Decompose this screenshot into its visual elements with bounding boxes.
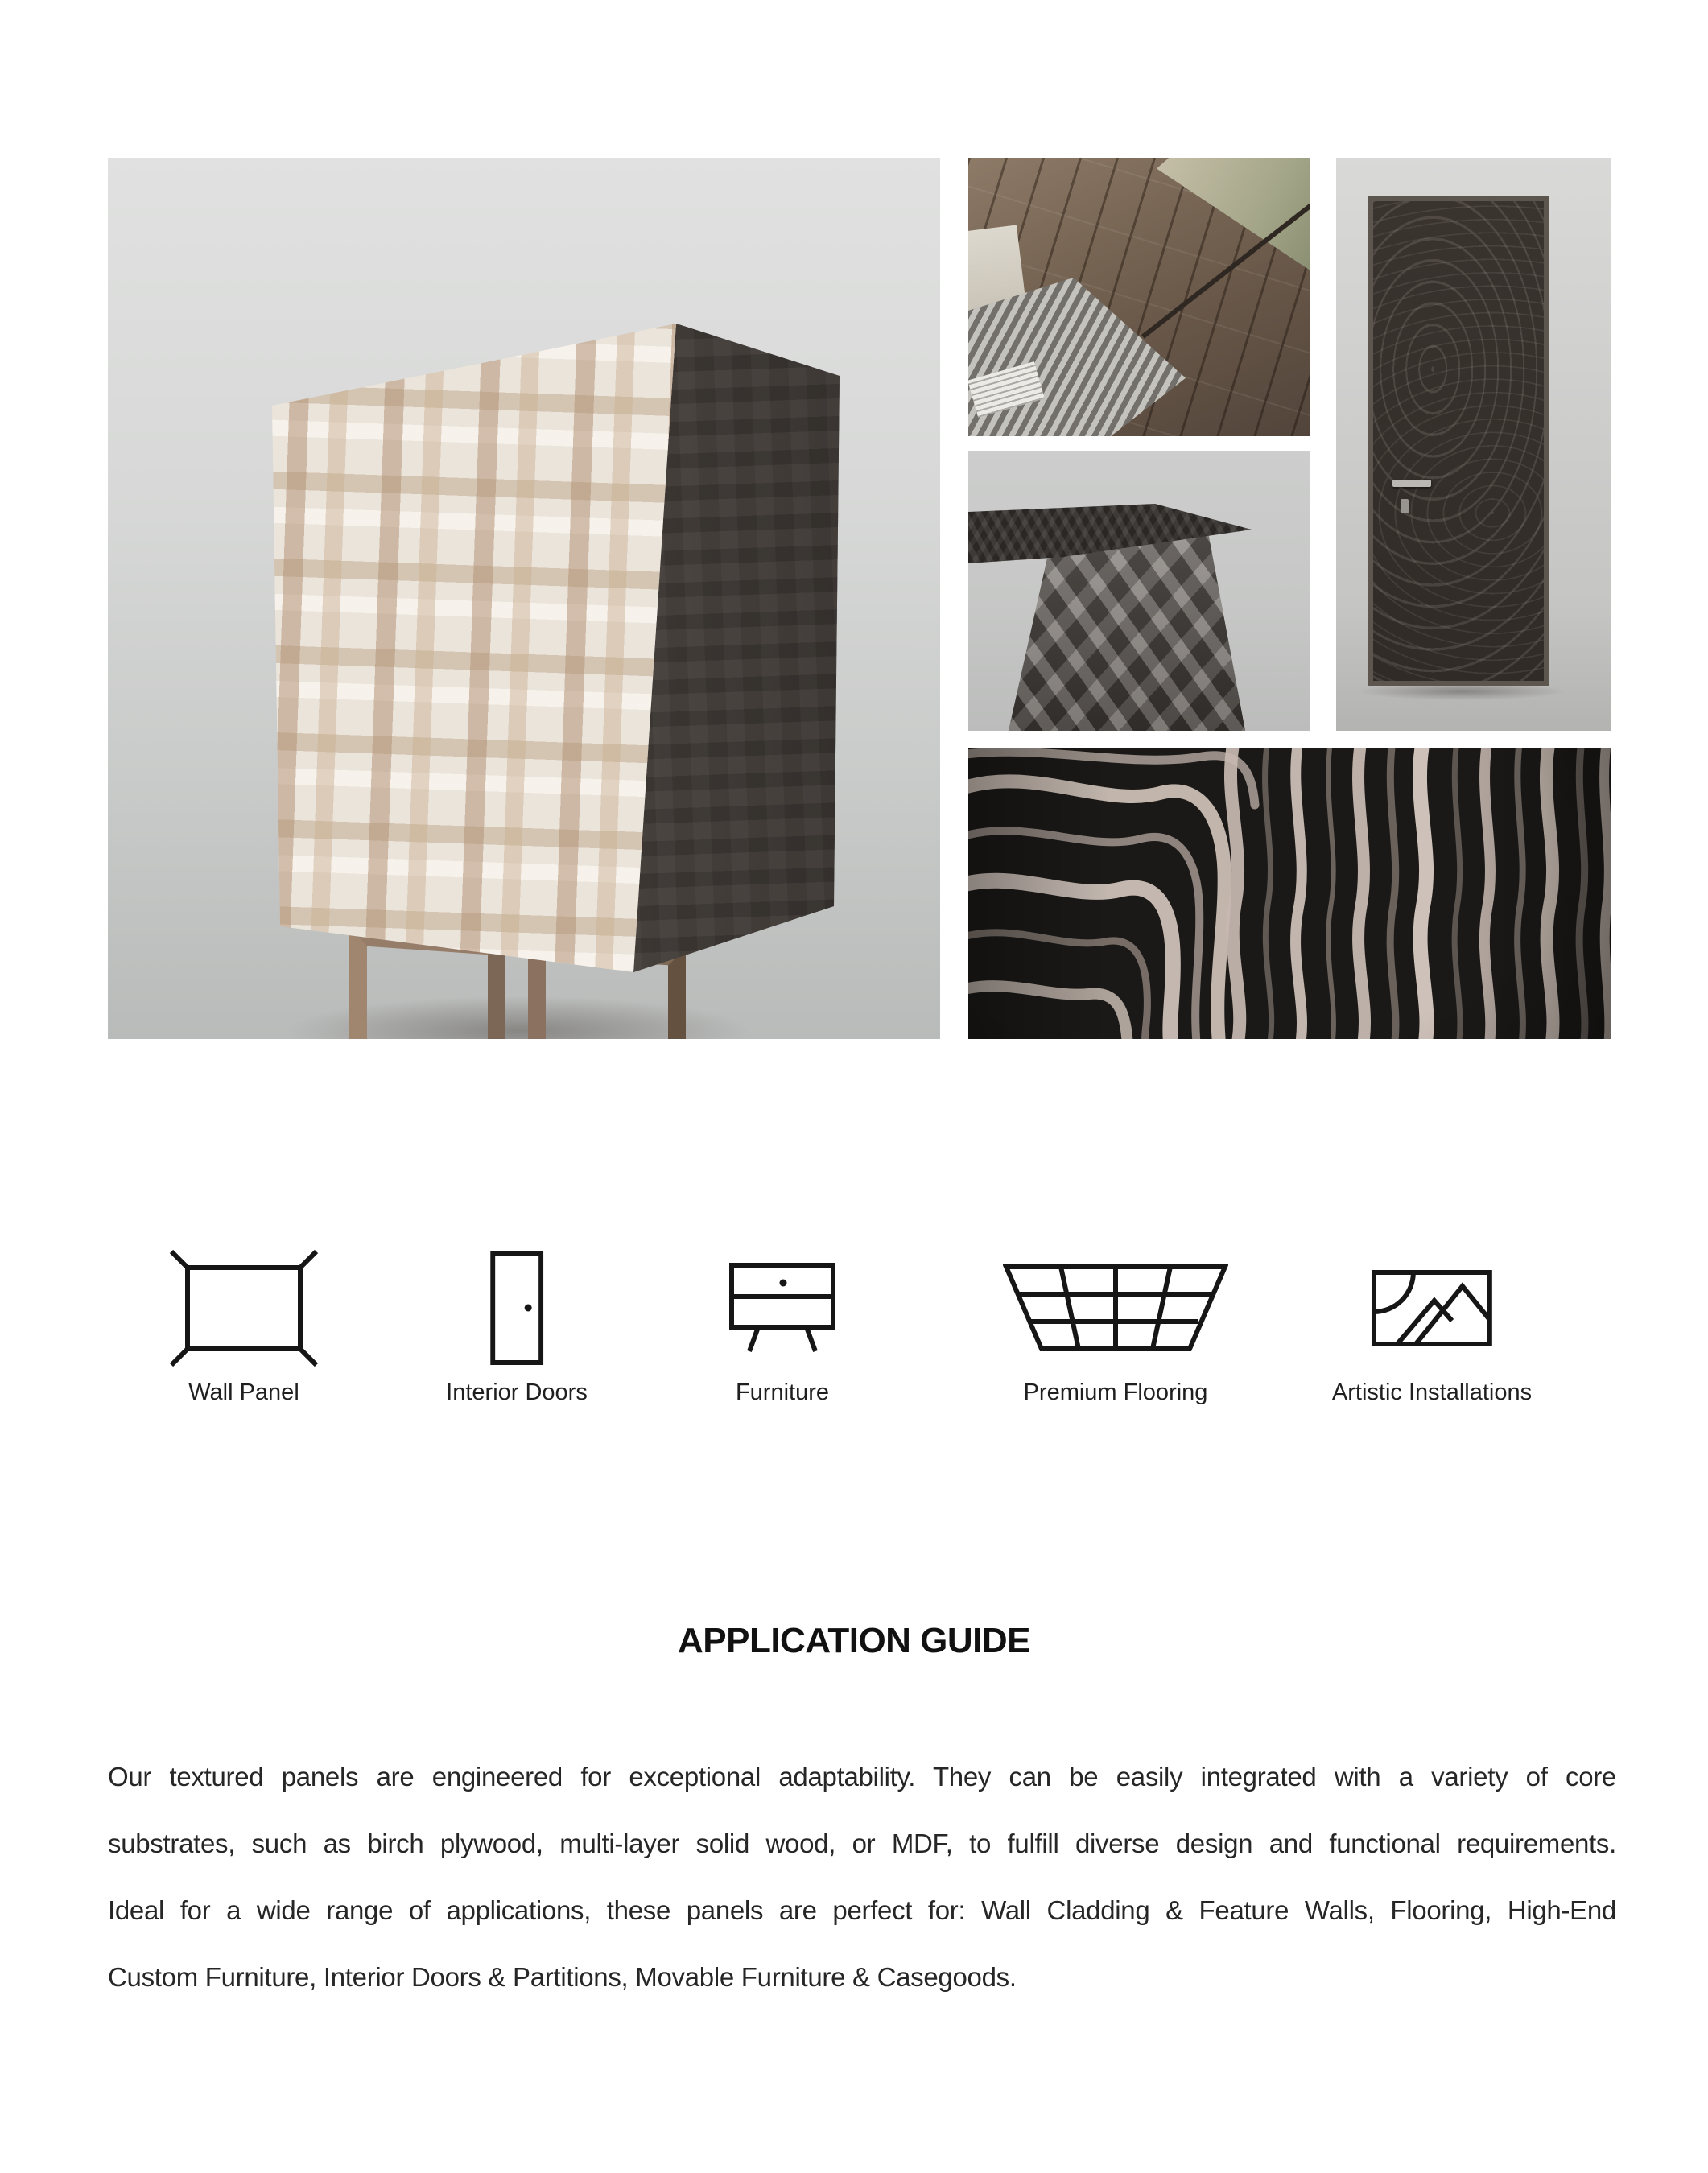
parquet-flooring-photo (968, 158, 1310, 436)
paragraph-line: Ideal for a wide range of applications, these panels are perfect for: Wall Cladding & Feature Walls, Flooring, High-End (108, 1895, 1616, 1925)
paragraph-line: Custom Furniture, Interior Doors & Partitions, Movable Furniture & Casegoods. (108, 1962, 1017, 1992)
door-handle (1392, 480, 1431, 487)
guide-paragraph (108, 1743, 1616, 2010)
hammered-table-photo (968, 451, 1310, 731)
app-label: Interior Doors (446, 1379, 588, 1405)
table-leg-slab (968, 451, 1310, 731)
paragraph-line: Our textured panels are engineered for exceptional adaptability. They can be easily integrated with a variety of core (108, 1762, 1616, 1792)
app-item-wall-panel (165, 1243, 323, 1406)
app-item-interior-doors (446, 1243, 588, 1406)
premium-flooring-icon (1003, 1243, 1228, 1372)
paragraph-line: substrates, such as birch plywood, multi-layer solid wood, or MDF, to fulfill diverse design and functional requirements. (108, 1829, 1616, 1858)
textured-interior-door-photo (1336, 158, 1611, 731)
app-label: Wall Panel (188, 1379, 299, 1405)
door-slab (1373, 201, 1544, 681)
app-item-premium-flooring (1003, 1243, 1228, 1406)
artistic-installations-icon (1372, 1243, 1492, 1372)
textured-cabinet-photo (108, 158, 940, 1039)
interior-door-icon (490, 1243, 543, 1372)
app-label: Premium Flooring (1023, 1379, 1208, 1405)
door-keyhole (1401, 499, 1409, 513)
app-label: Furniture (735, 1379, 830, 1405)
wall-panel-icon (165, 1243, 323, 1372)
carved-wave-panel-photo (968, 748, 1611, 1039)
app-item-artistic-installations (1332, 1243, 1532, 1406)
wave-vignette (968, 748, 1611, 1039)
window-light (1157, 158, 1310, 339)
section-title: APPLICATION GUIDE (677, 1621, 1031, 1660)
furniture-icon (728, 1243, 837, 1372)
ribbed-rug (968, 278, 1186, 436)
app-item-furniture (728, 1243, 837, 1406)
app-label: Artistic Installations (1331, 1379, 1533, 1405)
